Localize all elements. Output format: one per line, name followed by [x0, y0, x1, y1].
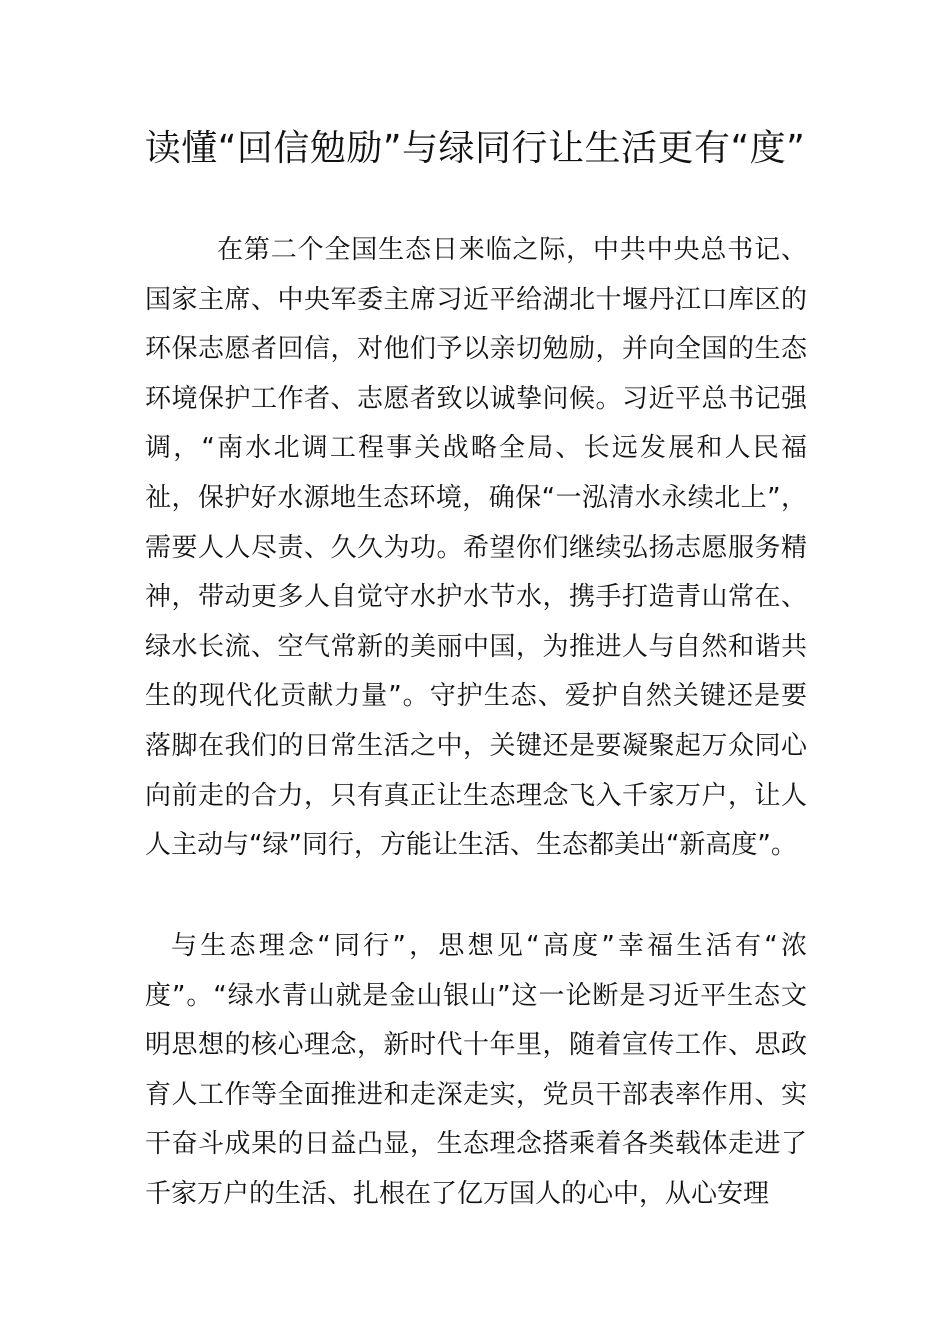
- body-paragraph-1: 在第二个全国生态日来临之际，中共中央总书记、国家主席、中央军委主席习近平给湖北十堰丹江口库区的环保志愿者回信，对他们予以亲切勉励，并向全国的生态环境保护工作者、志愿者致以诚挚问候。习近平总书记强调，“南水北调工程事关战略全局、长远发展和人民福祉，保护好水源地生态环境，确保“一泓清水永续北上”，需要人人尽责、久久为功。希望你们继续弘扬志愿服务精神，带动更多人自觉守水护水节水，携手打造青山常在、绿水长流、空气常新的美丽中国，为推进人与自然和谐共生的现代化贡献力量”。守护生态、爱护自然关键还是要落脚在我们的日常生活之中，关键还是要凝聚起万众同心向前走的合力，只有真正让生态理念飞入千家万户，让人人主动与“绿”同行，方能让生活、生态都美出“新高度”。: [145, 235, 807, 861]
- body-paragraph-2: 与生态理念“同行”，思想见“高度”幸福生活有“浓度”。“绿水青山就是金山银山”这一论断是习近平生态文明思想的核心理念，新时代十年里，随着宣传工作、思政育人工作等全面推进和走深走实，党员干部表率作用、实干奋斗成果的日益凸显，生态理念搭乘着各类载体走进了千家万户的生活、扎根在了亿万国人的心中，从心安理: [145, 931, 807, 1209]
- document-title: 读懂“回信勉励”与绿同行让生活更有“度”: [144, 128, 806, 169]
